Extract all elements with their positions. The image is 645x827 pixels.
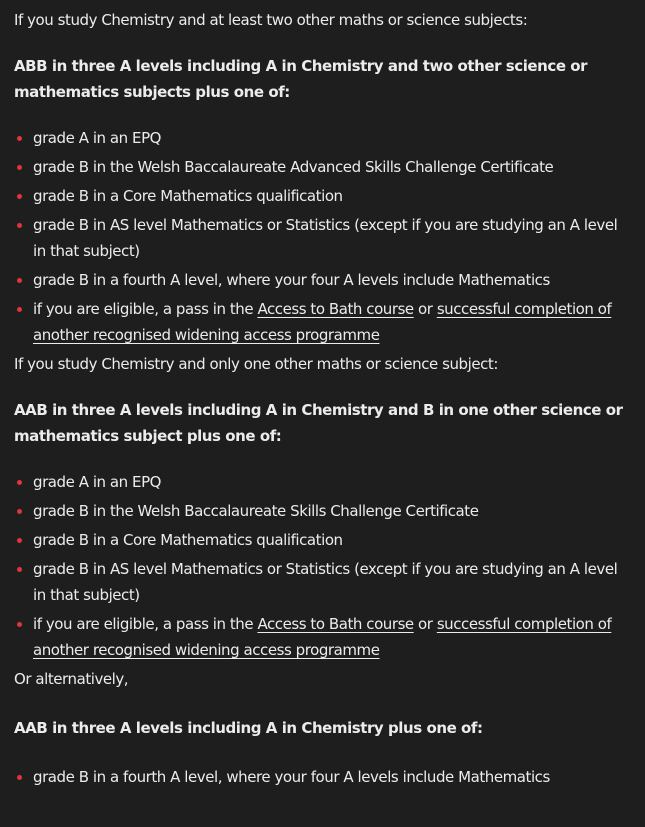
list-item-text: grade A in an EPQ [33, 129, 162, 147]
bullet-icon [17, 480, 22, 485]
bullet-icon [17, 165, 22, 170]
bullet-icon [17, 223, 22, 228]
bullet-icon [17, 307, 22, 312]
list-item-prefix: if you are eligible, a pass in the [33, 300, 258, 318]
bullet-icon [17, 538, 22, 543]
requirements-list [14, 469, 633, 663]
bullet-icon [17, 509, 22, 514]
section-heading: AAB in three A levels including A in Chemistry plus one of: [14, 719, 483, 737]
list-item-text: grade B in a fourth A level, where your four A levels include Mathematics [33, 271, 550, 289]
list-item-text: grade B in AS level Mathematics or Statistics (except if you are studying an A level in that subject) [33, 216, 618, 260]
list-item [14, 267, 633, 293]
list-item-text: grade B in a fourth A level, where your four A levels include Mathematics [33, 768, 550, 786]
section-heading: AAB in three A levels including A in Chemistry and B in one other science or mathematics subject plus one of: [14, 401, 623, 445]
section-intro: If you study Chemistry and at least two other maths or science subjects: [14, 11, 528, 29]
list-item [14, 296, 633, 348]
bullet-icon [17, 775, 22, 780]
list-item-middle: or [413, 300, 437, 318]
list-item [14, 469, 633, 495]
access-to-bath-link[interactable]: Access to Bath course [257, 615, 414, 633]
list-item [14, 556, 633, 608]
list-item-text: grade B in the Welsh Baccalaureate Skills Challenge Certificate [33, 502, 479, 520]
list-item-text: grade A in an EPQ [33, 473, 162, 491]
list-item [14, 764, 633, 790]
list-item [14, 527, 633, 553]
list-item-text: grade B in the Welsh Baccalaureate Advanced Skills Challenge Certificate [33, 158, 554, 176]
list-item-text: grade B in AS level Mathematics or Statistics (except if you are studying an A level in that subject) [33, 560, 618, 604]
list-item [14, 212, 633, 264]
bullet-icon [17, 194, 22, 199]
list-item-text: grade B in a Core Mathematics qualification [33, 187, 343, 205]
list-item [14, 611, 633, 663]
requirements-list [14, 764, 633, 790]
widening-access-programme-link[interactable]: successful completion of another recognised widening access programme [33, 615, 612, 659]
access-to-bath-link[interactable]: Access to Bath course [257, 300, 414, 318]
bullet-icon [17, 622, 22, 627]
bullet-icon [17, 567, 22, 572]
list-item [14, 154, 633, 180]
list-item-middle: or [413, 615, 437, 633]
requirements-list [14, 125, 633, 348]
list-item [14, 183, 633, 209]
section-heading: ABB in three A levels including A in Chemistry and two other science or mathematics subjects plus one of: [14, 57, 588, 101]
section-intro: If you study Chemistry and only one other maths or science subject: [14, 355, 498, 373]
section-intro: Or alternatively, [14, 670, 129, 688]
list-item-text: grade B in a Core Mathematics qualification [33, 531, 343, 549]
bullet-icon [17, 278, 22, 283]
bullet-icon [17, 136, 22, 141]
list-item-prefix: if you are eligible, a pass in the [33, 615, 258, 633]
list-item [14, 498, 633, 524]
list-item [14, 125, 633, 151]
widening-access-programme-link[interactable]: successful completion of another recognised widening access programme [33, 300, 612, 344]
